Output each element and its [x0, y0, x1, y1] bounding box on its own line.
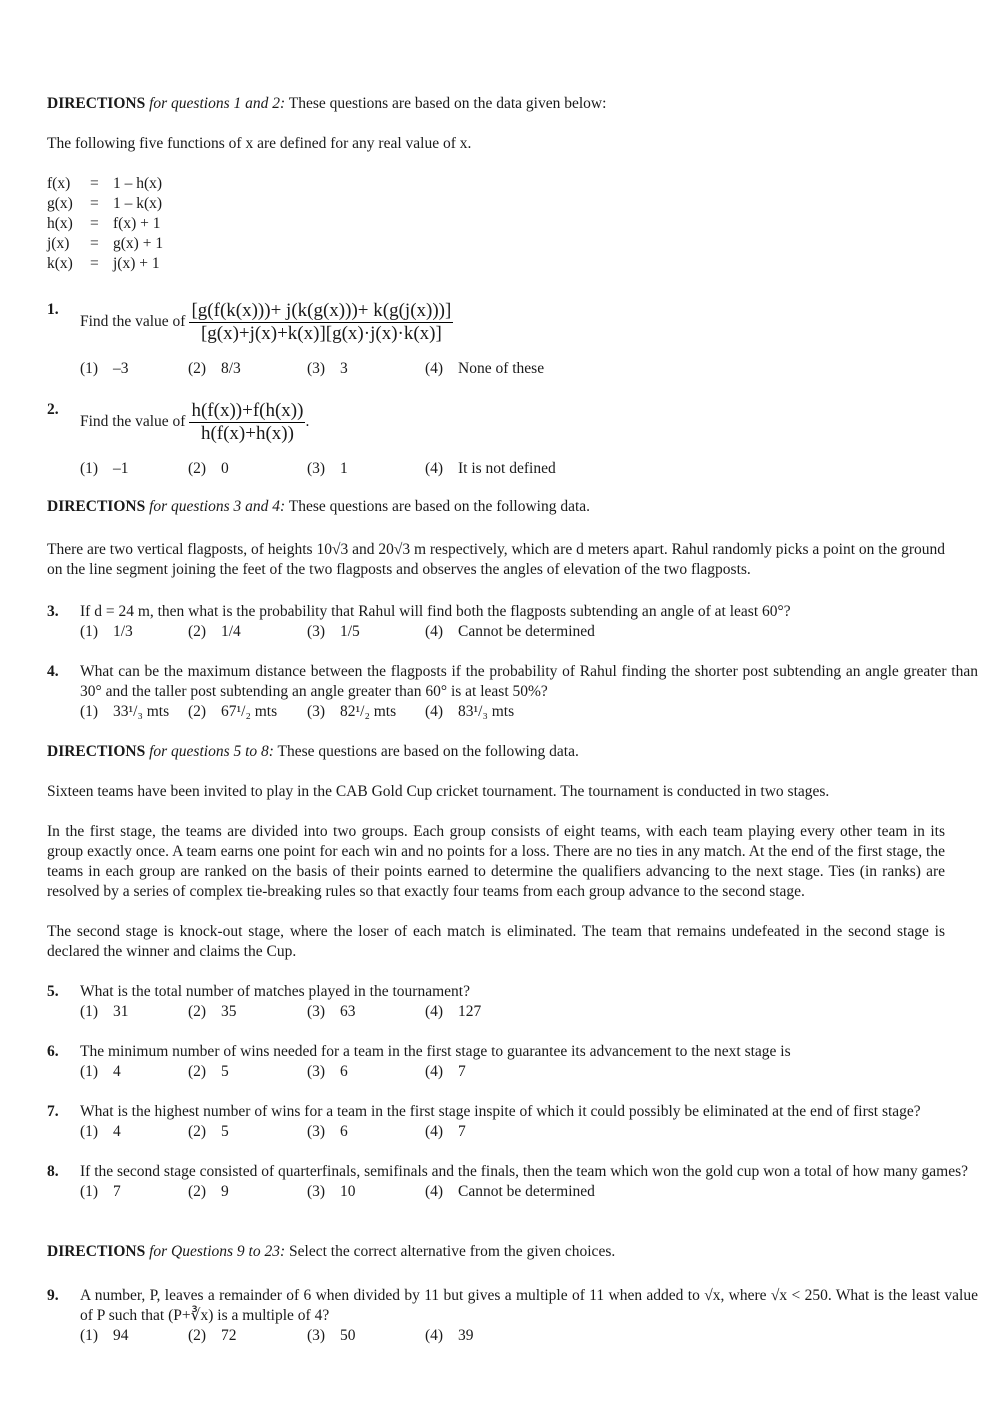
option-value: 6 — [340, 1123, 348, 1140]
directions-text: These questions are based on the data given below: — [285, 95, 607, 112]
option-value: 63 — [340, 1003, 356, 1020]
option-number: (3) — [307, 360, 326, 377]
option-value: 94 — [113, 1327, 129, 1344]
answer-options — [80, 1062, 978, 1082]
question-7 — [47, 1102, 978, 1142]
option-value: 7 — [113, 1183, 121, 1200]
question-text — [80, 400, 978, 445]
option-value: 1 — [340, 460, 348, 477]
option-number: (4) — [425, 703, 444, 720]
directions-label: DIRECTIONS — [47, 498, 146, 515]
option-value: Cannot be determined — [458, 1183, 595, 1200]
option-4[interactable] — [425, 1182, 595, 1202]
question-number: 4. — [47, 663, 59, 680]
option-number: (1) — [80, 623, 99, 640]
option-number: (4) — [425, 1183, 444, 1200]
option-value: 31 — [113, 1003, 129, 1020]
option-number: (2) — [188, 1327, 207, 1344]
function-cell: = — [90, 215, 99, 232]
function-row — [47, 194, 945, 214]
option-4[interactable] — [425, 1002, 481, 1022]
option-3[interactable] — [307, 459, 348, 479]
directions-scope: for questions 1 and 2: — [145, 95, 286, 112]
option-3[interactable] — [307, 702, 396, 722]
option-value: 8/3 — [221, 360, 241, 377]
fraction — [189, 300, 453, 345]
option-value: 7 — [458, 1123, 466, 1140]
option-number: (4) — [425, 1003, 444, 1020]
option-value: 5 — [221, 1063, 229, 1080]
option-number: (1) — [80, 360, 99, 377]
question-stem: What can be the maximum distance between the flagposts if the probability of Rahul finding the shorter post subtending an angle greater than 30° and the taller post subtending an angle greater than 60° is at least 50%? — [80, 663, 978, 700]
option-number: (2) — [188, 1063, 207, 1080]
option-number: (1) — [80, 1327, 99, 1344]
function-cell: f(x) — [47, 175, 71, 192]
function-row — [47, 254, 945, 274]
option-3[interactable] — [307, 1002, 356, 1022]
question-number: 2. — [47, 401, 59, 418]
fraction — [189, 400, 305, 445]
option-value: –1 — [113, 460, 129, 477]
function-cell: = — [90, 235, 99, 252]
option-number: (1) — [80, 1183, 99, 1200]
option-number: (1) — [80, 703, 99, 720]
question-3 — [47, 602, 978, 642]
question-number: 5. — [47, 983, 59, 1000]
option-value: 3 — [340, 360, 348, 377]
function-cell: = — [90, 255, 99, 272]
question-6 — [47, 1042, 978, 1082]
answer-options — [80, 622, 978, 642]
function-cell: g(x) + 1 — [113, 235, 164, 252]
option-value: 33¹/₃ mts — [113, 703, 170, 720]
option-value: 9 — [221, 1183, 229, 1200]
question-8 — [47, 1162, 978, 1202]
directions-text: These questions are based on the following data. — [273, 743, 579, 760]
function-cell: 1 – h(x) — [113, 175, 163, 192]
option-value: 1/5 — [340, 623, 360, 640]
question-stem: What is the total number of matches played in the tournament? — [80, 983, 470, 1000]
paragraph: In the first stage, the teams are divided into two groups. Each group consists of eight teams, with each team playing every other team in its group exactly once. A team earns one point for each win and no points for a loss. There are no ties in any match. At the end of the first stage, the teams in each group are ranked on the basis of their points earned to determine the qualifiers advancing to the next stage. Ties (in ranks) are resolved by a series of complex tie-breaking rules so that exactly four teams from each group advance to the second stage. — [47, 823, 945, 900]
option-value: Cannot be determined — [458, 623, 595, 640]
option-3[interactable] — [307, 622, 360, 642]
question-stem: Find the value of — [80, 413, 186, 431]
question-number: 9. — [47, 1287, 59, 1304]
option-number: (2) — [188, 360, 207, 377]
question-9 — [47, 1286, 978, 1346]
directions — [47, 94, 945, 114]
option-1[interactable] — [80, 459, 129, 479]
option-4[interactable] — [425, 702, 514, 722]
question-stem: If d = 24 m, then what is the probability that Rahul will find both the flagposts subtending an angle of at least 60°? — [80, 603, 791, 620]
function-definitions — [47, 174, 945, 274]
question-text — [80, 1042, 978, 1062]
directions-text: These questions are based on the following data. — [285, 498, 591, 515]
option-2[interactable] — [188, 359, 241, 379]
option-2[interactable] — [188, 1122, 229, 1142]
option-number: (4) — [425, 360, 444, 377]
option-number: (4) — [425, 1327, 444, 1344]
question-text — [80, 662, 978, 702]
option-number: (4) — [425, 1123, 444, 1140]
question-stem: If the second stage consisted of quarterfinals, semifinals and the finals, then the team which won the gold cup won a total of how many games? — [80, 1163, 968, 1180]
option-2[interactable] — [188, 622, 241, 642]
directions-label: DIRECTIONS — [47, 95, 146, 112]
option-value: 1/3 — [113, 623, 133, 640]
option-value: 35 — [221, 1003, 237, 1020]
question-number: 6. — [47, 1043, 59, 1060]
question-number: 8. — [47, 1163, 59, 1180]
option-value: 10 — [340, 1183, 356, 1200]
option-3[interactable] — [307, 1122, 348, 1142]
directions — [47, 1242, 945, 1262]
paragraph: Sixteen teams have been invited to play in the CAB Gold Cup cricket tournament. The tournament is conducted in two stages. — [47, 783, 830, 800]
option-4[interactable] — [425, 622, 595, 642]
option-4[interactable] — [425, 459, 556, 479]
directions-scope: for Questions 9 to 23: — [145, 1243, 286, 1260]
option-number: (4) — [425, 1063, 444, 1080]
option-1[interactable] — [80, 359, 129, 379]
option-1[interactable] — [80, 702, 169, 722]
question-number: 1. — [47, 301, 59, 318]
function-cell: k(x) — [47, 255, 73, 272]
question-text — [80, 1162, 978, 1182]
option-number: (4) — [425, 460, 444, 477]
option-number: (3) — [307, 460, 326, 477]
function-cell: j(x) + 1 — [113, 255, 160, 272]
question-stem: The minimum number of wins needed for a team in the first stage to guarantee its advancement to the next stage is — [80, 1043, 791, 1060]
question-text — [80, 1286, 978, 1326]
period: . — [305, 413, 310, 431]
question-stem: Find the value of — [80, 313, 186, 331]
answer-options — [80, 1122, 978, 1142]
function-row — [47, 174, 945, 194]
directions — [47, 742, 945, 762]
fraction-numerator: [g(f(k(x)))+ j(k(g(x)))+ k(g(j(x)))] — [191, 300, 452, 321]
option-4[interactable] — [425, 359, 544, 379]
answer-options — [80, 359, 978, 379]
paragraph: There are two vertical flagposts, of heights 10√3 and 20√3 m respectively, which are d meters apart. Rahul randomly picks a point on the ground on the line segment joining the feet of the two flagposts and observes the angles of elevation of the two flagposts. — [47, 541, 945, 578]
question-text — [80, 1102, 978, 1122]
option-4[interactable] — [425, 1122, 466, 1142]
option-number: (3) — [307, 703, 326, 720]
answer-options — [80, 1182, 978, 1202]
option-value: 127 — [458, 1003, 482, 1020]
question-5 — [47, 982, 978, 1022]
option-value: –3 — [113, 360, 129, 377]
option-number: (3) — [307, 1063, 326, 1080]
option-1[interactable] — [80, 1062, 121, 1082]
function-cell: 1 – k(x) — [113, 195, 163, 212]
option-value: 5 — [221, 1123, 229, 1140]
function-cell: f(x) + 1 — [113, 215, 161, 232]
option-3[interactable] — [307, 1326, 356, 1346]
question-number: 7. — [47, 1103, 59, 1120]
option-3[interactable] — [307, 359, 348, 379]
option-number: (1) — [80, 1003, 99, 1020]
fraction-denominator: [g(x)+j(x)+k(x)][g(x)·j(x)·k(x)] — [200, 323, 442, 344]
option-number: (3) — [307, 1183, 326, 1200]
option-number: (3) — [307, 1123, 326, 1140]
option-2[interactable] — [188, 1326, 237, 1346]
function-cell: = — [90, 175, 99, 192]
option-number: (2) — [188, 1003, 207, 1020]
option-1[interactable] — [80, 622, 133, 642]
option-3[interactable] — [307, 1182, 356, 1202]
option-2[interactable] — [188, 1002, 237, 1022]
question-number: 3. — [47, 603, 59, 620]
option-value: 50 — [340, 1327, 356, 1344]
option-number: (2) — [188, 623, 207, 640]
option-value: 4 — [113, 1063, 121, 1080]
answer-options — [80, 702, 978, 722]
option-2[interactable] — [188, 702, 277, 722]
directions-label: DIRECTIONS — [47, 1243, 146, 1260]
question-text — [80, 982, 978, 1002]
option-4[interactable] — [425, 1326, 474, 1346]
option-value: 82¹/₂ mts — [340, 703, 397, 720]
option-value: 39 — [458, 1327, 474, 1344]
option-number: (2) — [188, 460, 207, 477]
option-2[interactable] — [188, 1182, 229, 1202]
option-3[interactable] — [307, 1062, 348, 1082]
option-1[interactable] — [80, 1182, 121, 1202]
answer-options — [80, 1002, 978, 1022]
option-number: (2) — [188, 1183, 207, 1200]
option-number: (4) — [425, 623, 444, 640]
option-1[interactable] — [80, 1002, 129, 1022]
option-value: 72 — [221, 1327, 237, 1344]
option-2[interactable] — [188, 459, 229, 479]
answer-options — [80, 1326, 978, 1346]
directions-text: Select the correct alternative from the given choices. — [285, 1243, 616, 1260]
option-value: 1/4 — [221, 623, 241, 640]
option-number: (1) — [80, 1123, 99, 1140]
directions-scope: for questions 5 to 8: — [145, 743, 274, 760]
function-row — [47, 234, 945, 254]
option-value: 67¹/₂ mts — [221, 703, 278, 720]
fraction-denominator: h(f(x)+h(x)) — [200, 423, 294, 444]
option-number: (3) — [307, 1003, 326, 1020]
option-1[interactable] — [80, 1326, 129, 1346]
option-4[interactable] — [425, 1062, 466, 1082]
option-value: None of these — [458, 360, 545, 377]
question-text — [80, 300, 978, 345]
function-cell: h(x) — [47, 215, 73, 232]
question-2 — [47, 400, 978, 479]
option-number: (3) — [307, 623, 326, 640]
paragraph: The following five functions of x are defined for any real value of x. — [47, 135, 472, 152]
option-1[interactable] — [80, 1122, 121, 1142]
option-value: It is not defined — [458, 460, 556, 477]
option-number: (2) — [188, 1123, 207, 1140]
directions-label: DIRECTIONS — [47, 743, 146, 760]
function-cell: g(x) — [47, 195, 73, 212]
option-value: 0 — [221, 460, 229, 477]
option-number: (3) — [307, 1327, 326, 1344]
option-value: 7 — [458, 1063, 466, 1080]
option-value: 6 — [340, 1063, 348, 1080]
question-stem: A number, P, leaves a remainder of 6 when divided by 11 but gives a multiple of 11 when added to √x, where √x < 250. What is the least value of P such that (P+∛x) is a multiple of 4? — [80, 1287, 978, 1324]
option-value: 83¹/₃ mts — [458, 703, 515, 720]
question-1 — [47, 300, 978, 379]
directions-scope: for questions 3 and 4: — [145, 498, 286, 515]
option-value: 4 — [113, 1123, 121, 1140]
paragraph: The second stage is knock-out stage, where the loser of each match is eliminated. The team that remains undefeated in the second stage is declared the winner and claims the Cup. — [47, 923, 945, 960]
question-stem: What is the highest number of wins for a team in the first stage inspite of which it could possibly be eliminated at the end of first stage? — [80, 1103, 921, 1120]
function-cell: j(x) — [47, 235, 70, 252]
function-row — [47, 214, 945, 234]
option-number: (2) — [188, 703, 207, 720]
fraction-numerator: h(f(x))+f(h(x)) — [191, 400, 304, 421]
option-number: (1) — [80, 460, 99, 477]
function-cell: = — [90, 195, 99, 212]
option-2[interactable] — [188, 1062, 229, 1082]
directions — [47, 497, 945, 517]
answer-options — [80, 459, 978, 479]
question-4 — [47, 662, 978, 722]
option-number: (1) — [80, 1063, 99, 1080]
question-text — [80, 602, 978, 622]
